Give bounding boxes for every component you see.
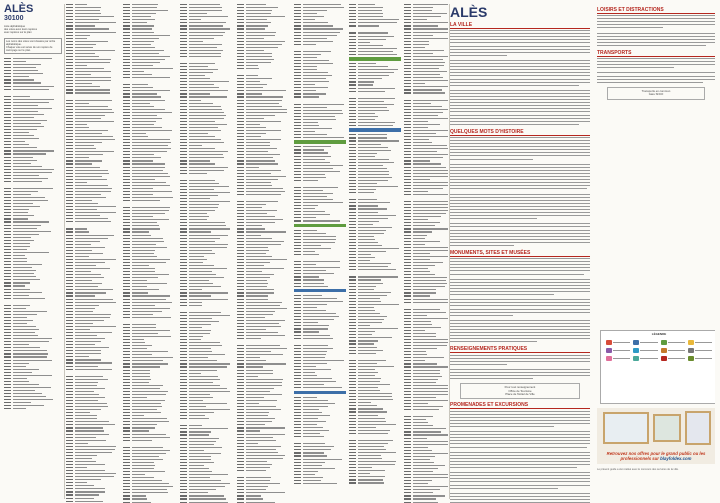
section-band-communes	[294, 140, 346, 143]
section-histoire: QUELQUES MOTS D'HISTOIRE	[450, 129, 590, 136]
legend-swatch-icon	[661, 340, 667, 345]
street-list	[294, 145, 346, 222]
city-postcode: 30100	[4, 15, 24, 22]
legend-label-line	[668, 358, 685, 359]
list-item	[349, 432, 401, 435]
section-band-edifices	[294, 224, 346, 227]
list-item	[294, 95, 346, 98]
list-item	[123, 76, 177, 79]
legend-swatch-icon	[688, 348, 694, 353]
street-list	[349, 3, 401, 56]
intro-note-2: Chaque voie est suivie de son repère de carroyage sur le plan.	[6, 45, 53, 52]
legend-item	[633, 347, 657, 353]
legend-swatch-icon	[661, 348, 667, 353]
map-frame-image	[685, 411, 711, 445]
legend-item	[633, 339, 657, 345]
street-column-3	[180, 0, 234, 503]
intro-line-2: des voies avec leurs repères	[4, 28, 38, 32]
intro-note-box	[4, 38, 62, 54]
legend-label-line	[695, 350, 712, 351]
city-guide	[450, 0, 715, 503]
text-line	[450, 363, 590, 366]
legend-swatch-icon	[606, 356, 612, 361]
intro-column	[4, 0, 62, 503]
street-list	[349, 133, 401, 484]
legend-label-line	[640, 342, 657, 343]
list-item	[123, 439, 177, 442]
street-column-4	[237, 0, 291, 503]
text-line	[450, 187, 590, 190]
list-item	[237, 469, 291, 472]
section-band-green	[349, 57, 401, 60]
legend-swatch-icon	[606, 348, 612, 353]
street-list	[294, 229, 346, 288]
legend-swatch-icon	[606, 340, 612, 345]
list-item	[237, 67, 291, 70]
street-column-2	[123, 0, 177, 503]
text-line	[597, 44, 715, 47]
text-line	[597, 81, 715, 84]
transport-box-line-2: Gare SNCF	[648, 92, 664, 97]
legend-swatch-icon	[688, 356, 694, 361]
text-line	[450, 445, 590, 448]
legend-label-line	[613, 342, 630, 343]
list-item	[66, 91, 120, 94]
text-line	[450, 272, 590, 275]
list-item	[180, 417, 234, 420]
paragraph-lines	[450, 257, 590, 343]
list-item	[294, 219, 346, 222]
legend-item	[606, 355, 630, 361]
street-list	[294, 396, 346, 485]
list-item	[237, 193, 291, 196]
list-item	[294, 284, 346, 287]
street-column-7	[404, 0, 448, 503]
list-item	[349, 124, 401, 127]
list-item	[349, 89, 401, 92]
list-item	[349, 53, 401, 56]
legend-swatch-icon	[633, 348, 639, 353]
legend-swatch-icon	[633, 340, 639, 345]
info-box-line-3: Place de l'Hôtel de Ville	[505, 392, 535, 396]
legend-swatch-icon	[633, 356, 639, 361]
section-band-lieux-dits-2	[294, 391, 346, 394]
legend-label-line	[695, 342, 712, 343]
city-title: ALÈS	[4, 3, 34, 15]
promo-banner[interactable]	[597, 408, 715, 464]
street-list	[349, 62, 401, 127]
tourist-office-box	[460, 383, 580, 399]
legend-item	[661, 355, 685, 361]
paragraph-lines	[597, 14, 715, 47]
legend-grid	[601, 336, 715, 364]
promo-text-body: Retrouvez nos offres pour le grand public ou les professionnels sur	[606, 451, 706, 461]
list-item	[294, 386, 346, 389]
text-line	[450, 84, 590, 87]
info-box-line-2: Office de Tourisme	[508, 388, 532, 393]
legend-item	[688, 339, 712, 345]
text-line	[450, 425, 590, 428]
list-item	[404, 193, 448, 196]
section-transports: TRANSPORTS	[597, 50, 715, 57]
text-line	[450, 487, 590, 490]
list-item	[294, 179, 346, 182]
list-item	[294, 435, 346, 438]
street-list	[294, 3, 346, 139]
section-band-blue	[349, 128, 401, 131]
guide-title: ALÈS	[450, 4, 488, 20]
list-item	[180, 304, 234, 307]
legend-label-line	[613, 350, 630, 351]
section-renseignements: RENSEIGNEMENTS PRATIQUES	[450, 346, 590, 353]
list-item	[349, 24, 401, 27]
list-item	[180, 172, 234, 175]
section-band-lieux-dits	[294, 289, 346, 292]
legend-title: LÉGENDE	[651, 332, 667, 336]
street-list	[237, 3, 291, 503]
map-legend	[600, 330, 715, 404]
text-line	[450, 217, 590, 220]
text-line	[450, 54, 590, 57]
street-column-5	[294, 0, 346, 503]
list-item	[237, 337, 291, 340]
legend-item	[606, 339, 630, 345]
street-list	[123, 3, 177, 503]
legend-label-line	[613, 358, 630, 359]
legend-item	[688, 347, 712, 353]
legend-label-line	[695, 358, 712, 359]
list-item	[123, 199, 177, 202]
text-line	[597, 26, 715, 29]
street-list	[4, 57, 62, 410]
list-item	[294, 336, 346, 339]
list-item	[4, 407, 62, 410]
promo-text	[601, 451, 711, 461]
transport-box	[607, 87, 705, 100]
list-item	[404, 300, 448, 303]
paragraph-lines	[450, 353, 590, 380]
legend-item	[661, 347, 685, 353]
legend-label-line	[640, 350, 657, 351]
list-item	[349, 191, 401, 194]
list-item	[294, 43, 346, 46]
text-line	[450, 244, 590, 247]
text-line	[450, 466, 590, 469]
info-box-line-1: Pour tout renseignement	[504, 385, 536, 390]
intro-line-1: Liste alphabétique	[4, 25, 26, 28]
text-line	[597, 66, 715, 69]
promo-site-link[interactable]: blayfoldex.com	[660, 456, 692, 461]
section-promenades: PROMENADES ET EXCURSIONS	[450, 402, 590, 409]
guide-right-column	[597, 4, 715, 103]
legend-swatch-icon	[661, 356, 667, 361]
street-list	[180, 3, 234, 503]
intro-line-3: avec repères sur le plan	[4, 31, 32, 35]
list-item	[404, 408, 448, 411]
list-item	[404, 91, 448, 94]
street-column-1	[66, 0, 120, 503]
section-loisirs: LOISIRS ET DISTRACTIONS	[597, 7, 715, 14]
street-list	[404, 3, 448, 503]
list-item	[294, 253, 346, 256]
list-item	[4, 297, 62, 300]
guide-left-column	[450, 4, 590, 503]
list-item	[4, 180, 62, 183]
legend-swatch-icon	[688, 340, 694, 345]
list-item	[123, 316, 177, 319]
list-item	[294, 482, 346, 485]
list-item	[349, 481, 401, 484]
list-item	[349, 352, 401, 355]
list-item	[294, 136, 346, 139]
text-line	[450, 157, 590, 160]
text-line	[450, 340, 590, 343]
paragraph-lines	[450, 29, 590, 126]
text-line	[450, 293, 590, 296]
column-divider	[64, 4, 65, 499]
list-item	[66, 367, 120, 370]
street-list	[66, 3, 120, 503]
legend-label-line	[668, 350, 685, 351]
text-line	[450, 377, 590, 380]
legend-item	[633, 355, 657, 361]
footer-note: Le présent guide a été réalisé avec le concours des services de la ville.	[597, 468, 679, 471]
intro-note-1: Les noms des voies sont classés par ordre alphabétique.	[6, 39, 56, 46]
legend-item	[688, 355, 712, 361]
legend-item	[661, 339, 685, 345]
street-column-6	[349, 0, 401, 503]
map-frame-image	[603, 412, 649, 444]
legend-label-line	[640, 358, 657, 359]
section-la-ville: LA VILLE	[450, 22, 590, 29]
transport-box-line-1: Transports en commun	[641, 88, 671, 93]
legend-item	[606, 347, 630, 353]
list-item	[349, 268, 401, 271]
text-line	[450, 123, 590, 126]
list-item	[66, 220, 120, 223]
list-item	[180, 55, 234, 58]
paragraph-lines	[450, 136, 590, 247]
legend-label-line	[668, 342, 685, 343]
text-line	[450, 314, 590, 317]
list-item	[4, 87, 62, 90]
map-frame-image	[653, 414, 681, 442]
section-monuments: MONUMENTS, SITES ET MUSÉES	[450, 250, 590, 257]
street-list	[294, 294, 346, 389]
paragraph-lines	[597, 57, 715, 84]
paragraph-lines	[450, 409, 590, 503]
